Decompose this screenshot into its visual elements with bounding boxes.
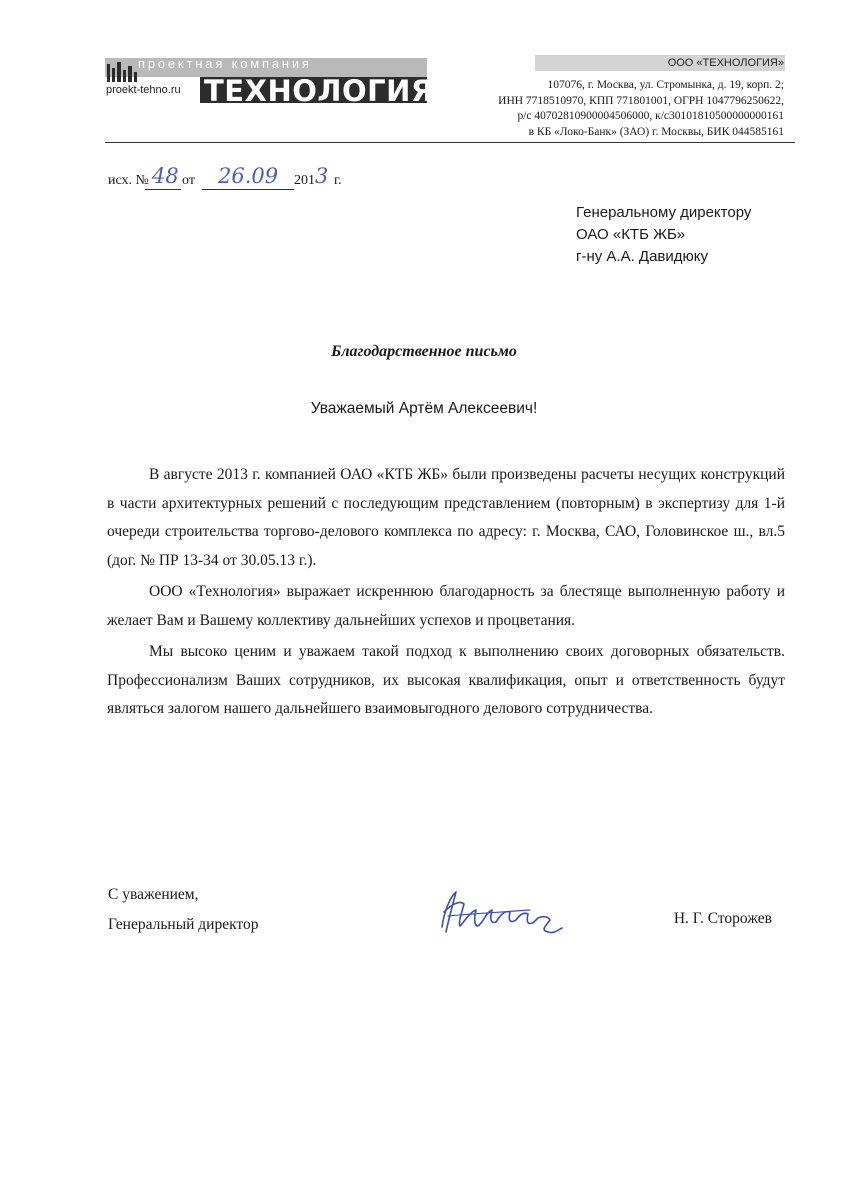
greeting: Уважаемый Артём Алексеевич! (310, 400, 538, 417)
letterhead-divider (105, 142, 795, 143)
ref-prefix: исх. № (108, 173, 149, 188)
signer-name: Н. Г. Сторожев (673, 910, 772, 927)
ref-year-digit: 3 (315, 164, 329, 188)
company-requisites (498, 78, 784, 140)
ref-from-label: от (182, 173, 195, 188)
addressee-line: г-ну А.А. Давидюку (576, 248, 709, 265)
ref-date: 26.09 (218, 164, 279, 188)
logo-url: proekt-tehno.ru (106, 84, 181, 96)
ref-date-underline (202, 189, 294, 190)
ref-number-underline (145, 189, 181, 190)
addressee-block (576, 202, 751, 268)
ref-year-suffix: г. (334, 173, 342, 188)
requisites-line: в КБ «Локо-Банк» (ЗАО) г. Москвы, БИК 044585161 (528, 125, 784, 138)
addressee-line: Генеральному директору (576, 204, 752, 221)
ref-year-prefix: 201 (294, 173, 315, 188)
closing-block (108, 880, 259, 940)
handwritten-signature (430, 882, 570, 952)
body-paragraph: Мы высоко ценим и уважаем такой подход к выполнению своих договорных обязательств. Профессионализм Ваших сотрудников, их высокая квалификация, опыт и ответственность будут являться залогом нашего дальнейшего взаимовыгодного делового сотрудничества. (107, 643, 785, 717)
ref-number: 48 (152, 164, 179, 188)
closing-position: Генеральный директор (108, 916, 259, 933)
company-name: ООО «ТЕХНОЛОГИЯ» (667, 57, 784, 69)
body-paragraph: ООО «Технология» выражает искреннюю благодарность за блестяще выполненную работу и желает Вам и Вашему коллективу дальнейших успехов и процветания. (107, 583, 785, 629)
addressee-line: ОАО «КТБ ЖБ» (576, 226, 686, 243)
closing-regards: С уважением, (108, 886, 199, 903)
logo-tagline: проектная компания (138, 56, 312, 71)
requisites-line: ИНН 7718510970, КПП 771801001, ОГРН 1047796250622, (498, 94, 784, 107)
letter-body (107, 461, 785, 727)
requisites-line: 107076, г. Москва, ул. Стромынка, д. 19, корп. 2; (547, 79, 784, 91)
body-paragraph: В августе 2013 г. компанией ОАО «КТБ ЖБ» были произведены расчеты несущих конструкций в части архитектурных решений с последующим представлением (повторным) в экспертизу для 1-й очереди строительства торгово-делового комплекса по адресу: г. Москва, САО, Головинское ш., вл.5 (дог. № ПР 13-34 от 30.05.13 г.). (107, 466, 785, 569)
document-title: Благодарственное письмо (331, 343, 517, 360)
logo-brand: ТЕХНОЛОГИЯ (204, 74, 434, 108)
requisites-line: р/с 40702810900004506000, к/с30101810500000000161 (517, 110, 784, 122)
